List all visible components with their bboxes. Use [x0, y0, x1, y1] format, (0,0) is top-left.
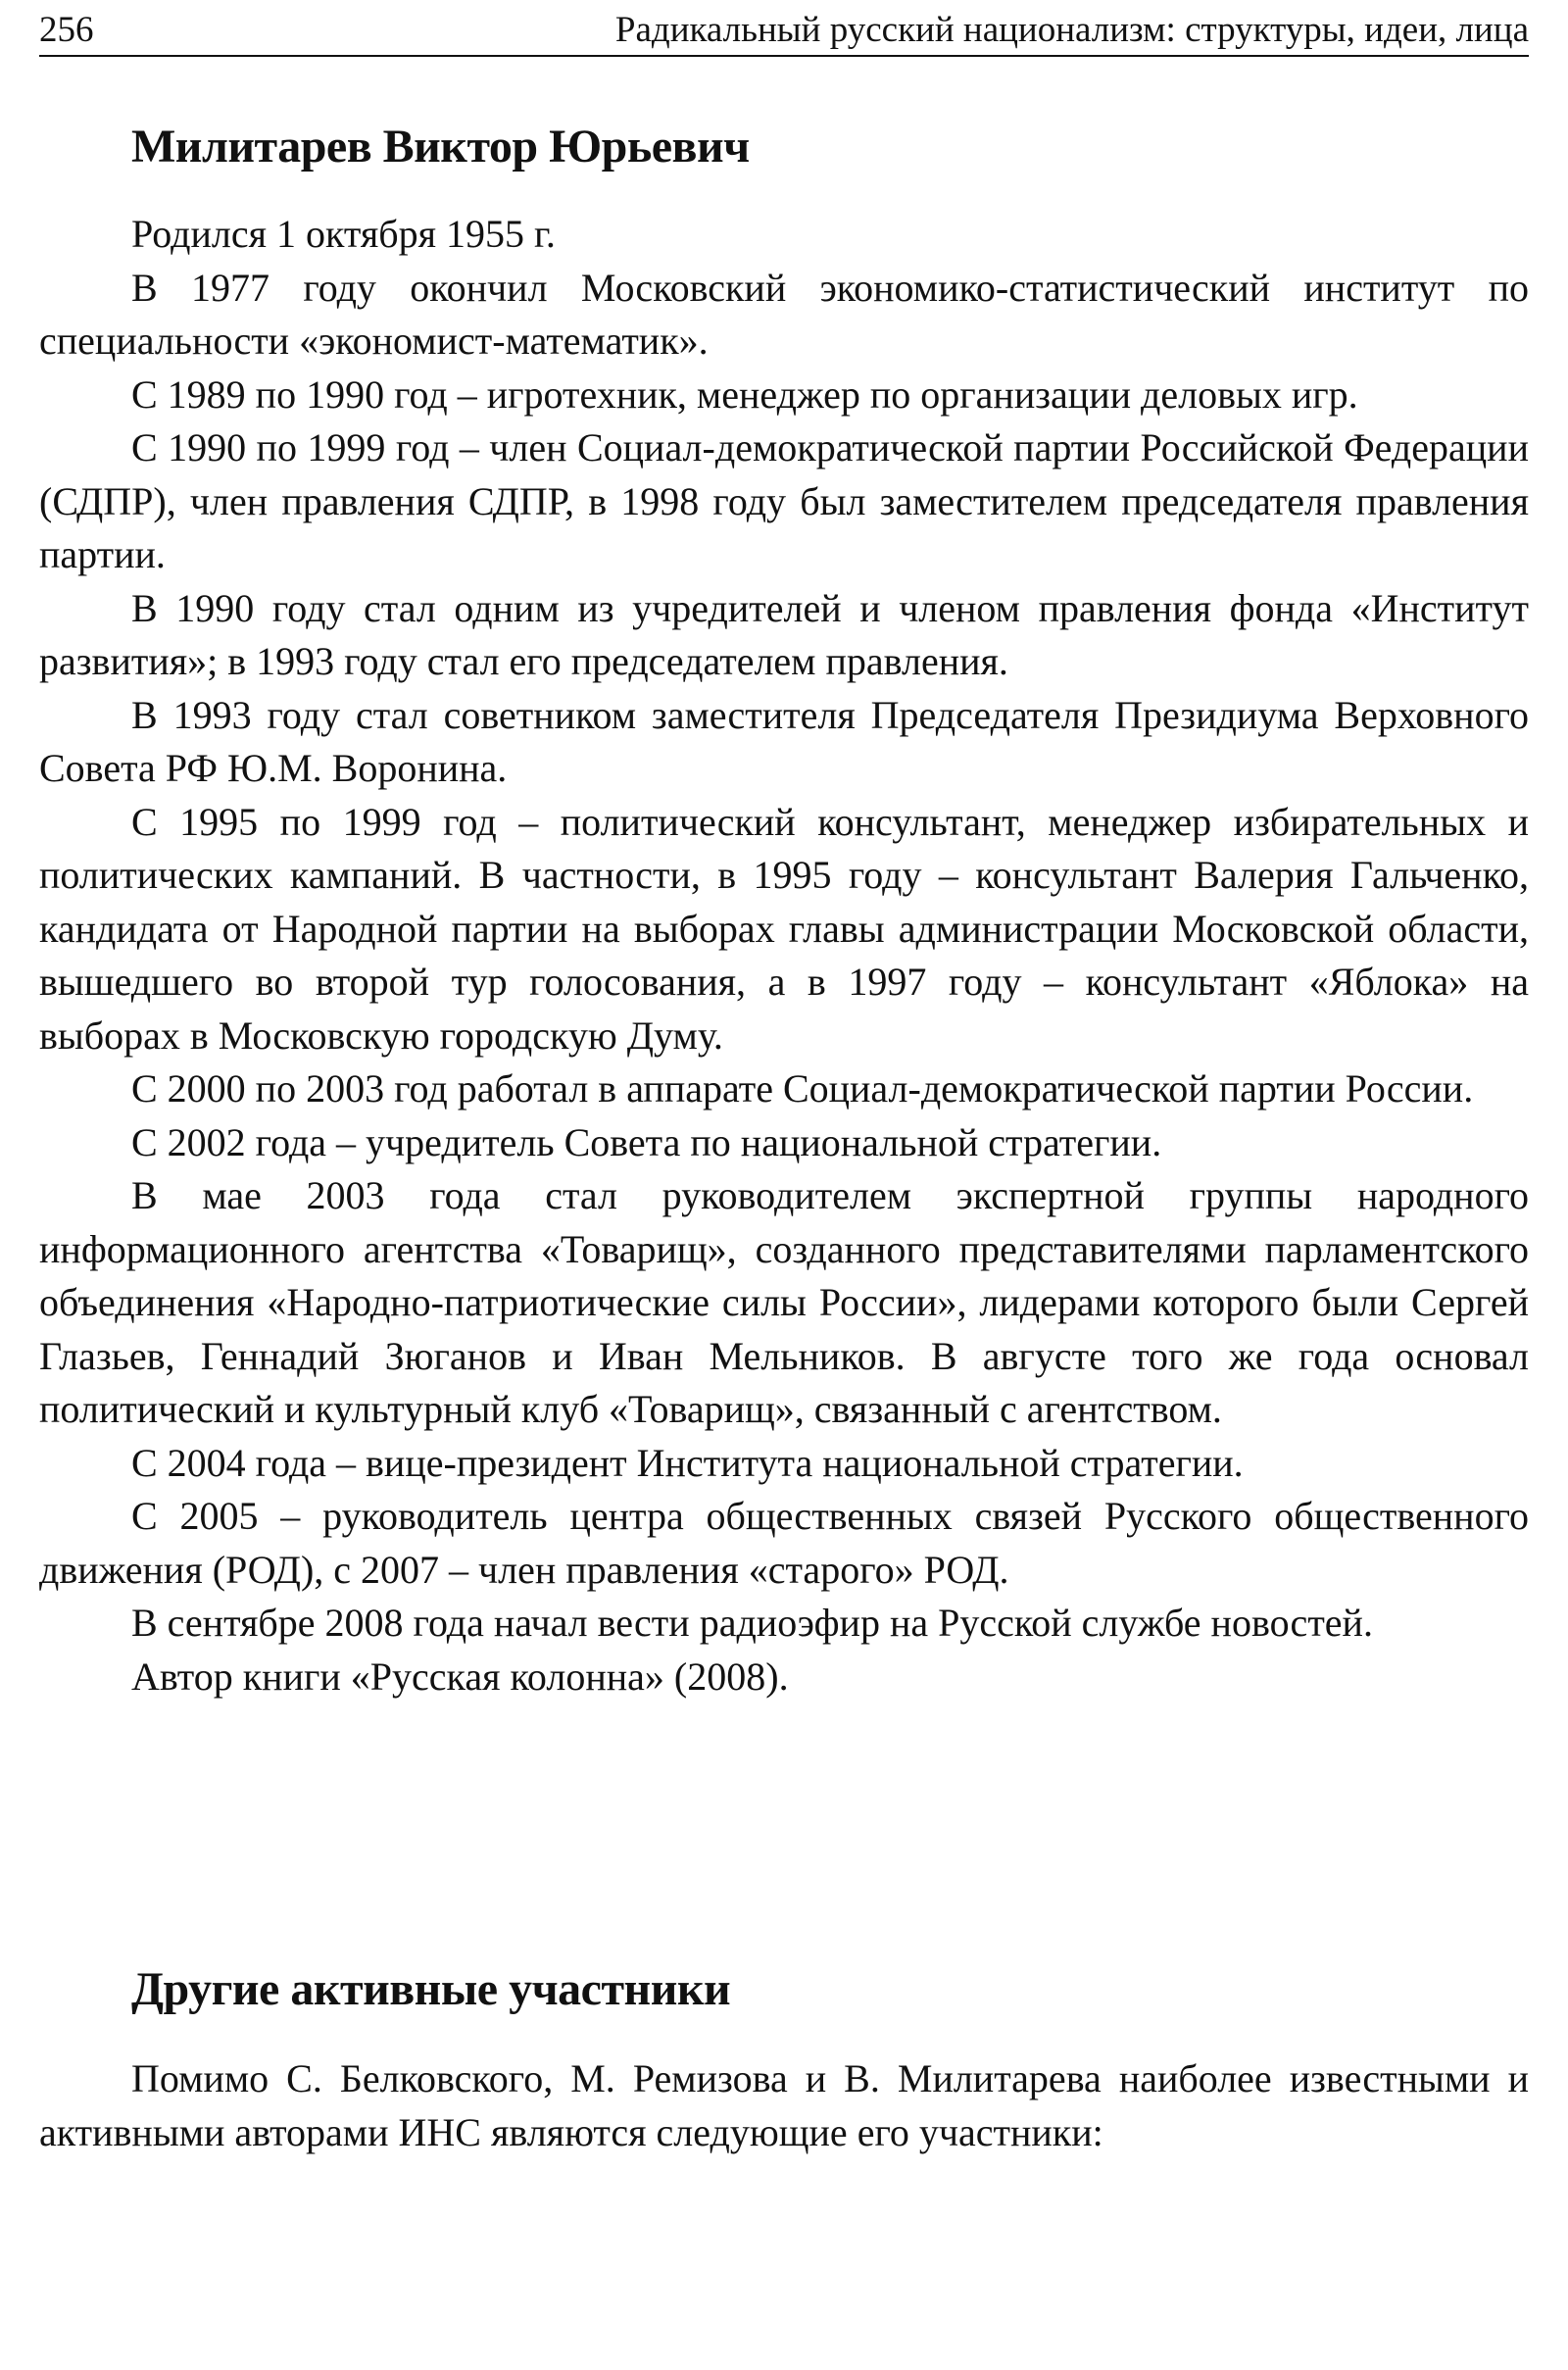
paragraph: С 1989 по 1990 год – игротехник, менеджер по организации деловых игр. [131, 371, 1358, 417]
paragraph: В сентябре 2008 года начал вести радиоэфир на Русской службе новостей. [131, 1601, 1373, 1645]
paragraph: С 2002 года – учредитель Совета по национальной стратегии. [131, 1119, 1162, 1164]
paragraph: В мае 2003 года стал руководителем экспертной группы народного информационного агентства «Товарищ», созданного представителями парламентского объединения «Народно-патриотические силы России», лидерами которого были Сергей Глазьев, Геннадий Зюганов и Иван Мельников. В августе того же года основал политический и культурный клуб «Товарищ», связанный с агентством. [39, 1173, 1529, 1431]
section-title-militarev: Милитарев Виктор Юрьевич [131, 121, 750, 173]
paragraph: С 2005 – руководитель центра общественных связей Русского общественного движения (РОД), с 2007 – член правления «старого» РОД. [39, 1494, 1529, 1592]
paragraph: С 1995 по 1999 год – политический консультант, менеджер избирательных и политических кампаний. В частности, в 1995 году – консультант Валерия Гальченко, кандидата от Народной партии на выборах главы администрации Московской области, вышедшего во второй тур голосования, а в 1997 году – консультант «Яблока» на выборах в Московскую городскую Думу. [39, 799, 1529, 1058]
running-header [39, 6, 1529, 57]
paragraph: Автор книги «Русская колонна» (2008). [131, 1654, 789, 1699]
paragraph: В 1990 году стал одним из учредителей и членом правления фонда «Институт развития»; в 1993 году стал его председателем правления. [39, 585, 1529, 683]
paragraph: Помимо С. Белковского, М. Ремизова и В. Милитарева наиболее известными и активными авторами ИНС являются следующие его участники: [39, 2056, 1529, 2154]
paragraph: С 2000 по 2003 год работал в аппарате Социал-демократической партии России. [131, 1066, 1474, 1111]
paragraph: В 1993 году стал советником заместителя Председателя Президиума Верховного Совета РФ Ю.М. Воронина. [39, 692, 1529, 790]
section-title-other-participants: Другие активные участники [131, 1963, 731, 2015]
paragraph: Родился 1 октября 1955 г. [131, 212, 556, 256]
paragraph: В 1977 году окончил Московский экономико-статистический институт по специальности «экономист-математик». [39, 265, 1529, 363]
running-title: Радикальный русский национализм: структуры, идеи, лица [614, 10, 1529, 50]
paragraph: С 1990 по 1999 год – член Социал-демократической партии Российской Федерации (СДПР), член правления СДПР, в 1998 году был заместителем председателя правления партии. [39, 425, 1529, 576]
book-page [39, 0, 1529, 2370]
biography-text [39, 208, 1529, 1703]
paragraph: С 2004 года – вице-президент Института национальной стратегии. [131, 1440, 1244, 1485]
other-participants-text [39, 2052, 1529, 2159]
page-number: 256 [39, 10, 94, 50]
